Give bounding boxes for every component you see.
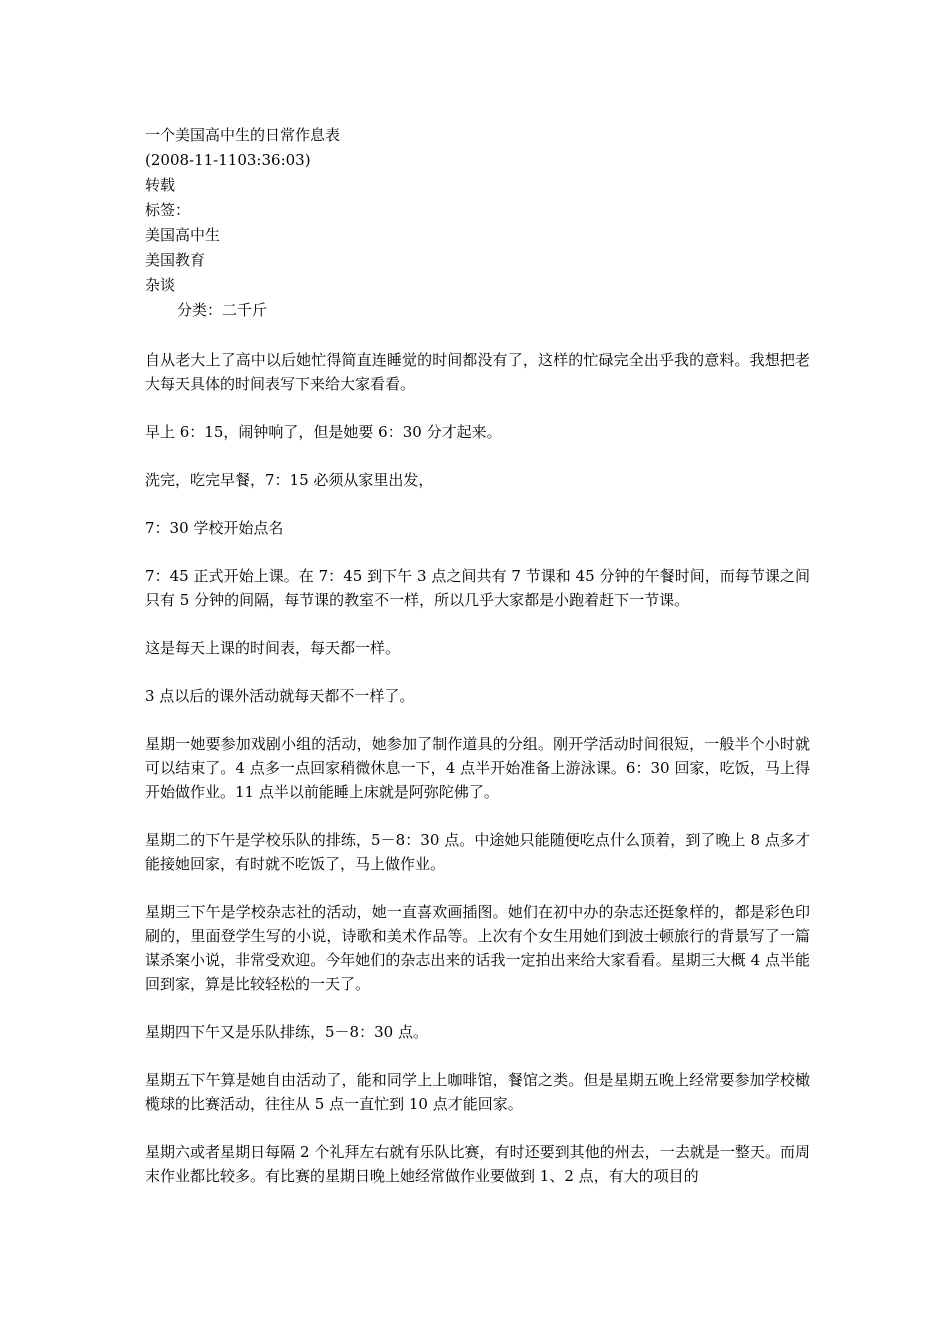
- body-paragraph: 星期五下午算是她自由活动了，能和同学上上咖啡馆，餐馆之类。但是星期五晚上经常要参加学校橄榄球的比赛活动，往往从 5 点一直忙到 10 点才能回家。: [145, 1071, 810, 1113]
- body-paragraph: 星期四下午又是乐队排练，5－8：30 点。: [145, 1023, 428, 1041]
- body-paragraph: 星期六或者星期日每隔 2 个礼拜左右就有乐队比赛，有时还要到其他的州去，一去就是一整天。而周末作业都比较多。有比赛的星期日晚上她经常做作业要做到 1、2 点，有大的项目的: [145, 1143, 810, 1185]
- body-paragraph: 星期二的下午是学校乐队的排练，5－8：30 点。中途她只能随便吃点什么顶着，到了晚上 8 点多才能接她回家，有时就不吃饭了，马上做作业。: [145, 831, 810, 873]
- tag-item[interactable]: 美国高中生: [145, 226, 221, 244]
- page-title: 一个美国高中生的日常作息表: [145, 126, 341, 144]
- body-paragraph: 7：30 学校开始点名: [145, 519, 284, 537]
- document-page: [145, 123, 810, 1188]
- body-paragraph: 3 点以后的课外活动就每天都不一样了。: [145, 687, 415, 705]
- body-paragraph: 星期一她要参加戏剧小组的活动，她参加了制作道具的分组。刚开学活动时间很短，一般半个小时就可以结束了。4 点多一点回家稍微休息一下，4 点半开始准备上游泳课。6：30 回家，吃饭，马上得开始做作业。11 点半以前能睡上床就是阿弥陀佛了。: [145, 735, 810, 801]
- post-datetime: (2008-11-1103:36:03): [145, 151, 311, 169]
- body-paragraph: 早上 6：15，闹钟响了，但是她要 6：30 分才起来。: [145, 423, 502, 441]
- body-paragraph: 洗完，吃完早餐，7：15 必须从家里出发，: [145, 471, 434, 489]
- tags-label: 标签：: [145, 201, 191, 219]
- tag-item[interactable]: 美国教育: [145, 251, 206, 269]
- repost-label: 转载: [145, 176, 176, 194]
- body-paragraph: 自从老大上了高中以后她忙得简直连睡觉的时间都没有了，这样的忙碌完全出乎我的意料。我想把老大每天具体的时间表写下来给大家看看。: [145, 351, 810, 393]
- body-paragraph: 星期三下午是学校杂志社的活动，她一直喜欢画插图。她们在初中办的杂志还挺象样的，都是彩色印刷的，里面登学生写的小说，诗歌和美术作品等。上次有个女生用她们到波士顿旅行的背景写了一篇谋杀案小说，非常受欢迎。今年她们的杂志出来的话我一定拍出来给大家看看。星期三大概 4 点半能回到家，算是比较轻松的一天了。: [145, 903, 810, 993]
- tag-item[interactable]: 杂谈: [145, 276, 176, 294]
- category-label[interactable]: 分类：二千斤: [177, 301, 268, 319]
- body-paragraph: 7：45 正式开始上课。在 7：45 到下午 3 点之间共有 7 节课和 45 分钟的午餐时间，而每节课之间只有 5 分钟的间隔，每节课的教室不一样，所以几乎大家都是小跑着赶下一节课。: [145, 567, 810, 609]
- body-paragraph: 这是每天上课的时间表，每天都一样。: [145, 639, 401, 657]
